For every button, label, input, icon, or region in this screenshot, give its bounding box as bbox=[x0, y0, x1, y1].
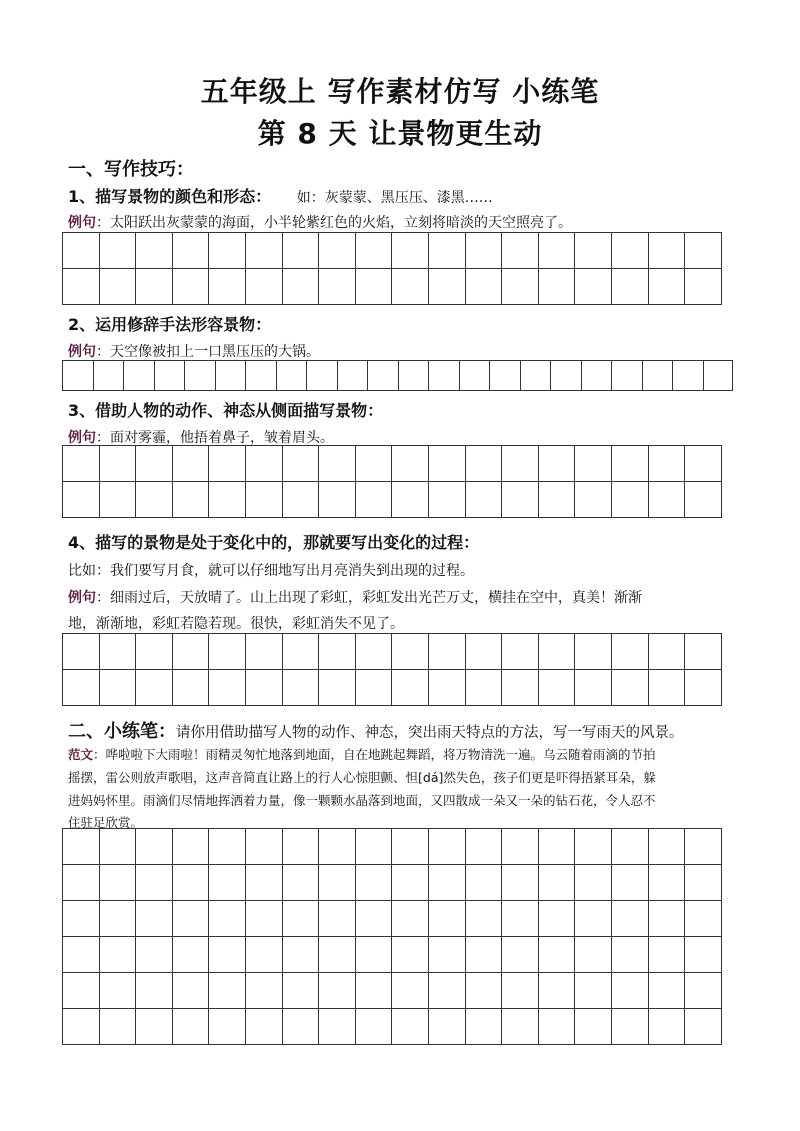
grid-cell[interactable] bbox=[283, 973, 320, 1009]
tip1-hint: 如：灰蒙蒙、黑压压、漆黑…… bbox=[296, 190, 493, 206]
grid-cell[interactable] bbox=[173, 269, 210, 305]
grid-cell[interactable] bbox=[63, 233, 100, 269]
grid-cell[interactable] bbox=[63, 482, 100, 518]
grid-cell[interactable] bbox=[649, 446, 686, 482]
grid-cell[interactable] bbox=[649, 865, 686, 901]
grid-cell[interactable] bbox=[63, 634, 100, 670]
grid-cell[interactable] bbox=[429, 901, 466, 937]
grid-cell[interactable] bbox=[283, 901, 320, 937]
grid-cell[interactable] bbox=[392, 829, 429, 865]
grid-cell[interactable] bbox=[100, 446, 137, 482]
grid-cell[interactable] bbox=[246, 446, 283, 482]
grid-cell[interactable] bbox=[100, 829, 137, 865]
grid-cell[interactable] bbox=[136, 829, 173, 865]
grid-cell[interactable] bbox=[319, 634, 356, 670]
grid-cell[interactable] bbox=[502, 937, 539, 973]
grid-cell[interactable] bbox=[575, 634, 612, 670]
grid-cell[interactable] bbox=[490, 361, 521, 391]
grid-cell[interactable] bbox=[649, 973, 686, 1009]
grid-cell[interactable] bbox=[136, 670, 173, 706]
grid-cell[interactable] bbox=[551, 361, 582, 391]
grid-cell[interactable] bbox=[502, 634, 539, 670]
grid-cell[interactable] bbox=[612, 937, 649, 973]
grid-cell[interactable] bbox=[63, 361, 94, 391]
grid-cell[interactable] bbox=[429, 233, 466, 269]
grid-cell[interactable] bbox=[368, 361, 399, 391]
tip1-heading bbox=[68, 184, 493, 207]
grid-cell[interactable] bbox=[246, 670, 283, 706]
grid-cell[interactable] bbox=[173, 446, 210, 482]
grid-cell[interactable] bbox=[612, 670, 649, 706]
grid-cell[interactable] bbox=[63, 1009, 100, 1045]
grid-cell[interactable] bbox=[209, 634, 246, 670]
grid-cell[interactable] bbox=[539, 937, 576, 973]
grid-cell[interactable] bbox=[539, 865, 576, 901]
grid-cell[interactable] bbox=[100, 973, 137, 1009]
grid-cell[interactable] bbox=[136, 973, 173, 1009]
grid-cell[interactable] bbox=[209, 1009, 246, 1045]
grid-cell[interactable] bbox=[649, 1009, 686, 1045]
grid-cell[interactable] bbox=[502, 865, 539, 901]
grid-cell[interactable] bbox=[429, 482, 466, 518]
tip1-heading-text: 1、描写景物的颜色和形态： bbox=[68, 187, 272, 206]
grid-cell[interactable] bbox=[209, 901, 246, 937]
tip2-heading: 2、运用修辞手法形容景物： bbox=[68, 315, 272, 334]
grid-cell[interactable] bbox=[136, 937, 173, 973]
grid-cell[interactable] bbox=[575, 973, 612, 1009]
grid-cell[interactable] bbox=[136, 269, 173, 305]
grid-cell[interactable] bbox=[466, 482, 503, 518]
model-label: 范文 bbox=[68, 747, 94, 762]
grid-cell[interactable] bbox=[575, 446, 612, 482]
section2-prompt: 请你用借助描写人物的动作、神态，突出雨天特点的方法，写一写雨天的风景。 bbox=[176, 725, 684, 741]
grid-cell[interactable] bbox=[429, 973, 466, 1009]
grid-cell[interactable] bbox=[466, 269, 503, 305]
grid-cell[interactable] bbox=[356, 973, 393, 1009]
grid-cell[interactable] bbox=[356, 634, 393, 670]
grid-cell[interactable] bbox=[502, 901, 539, 937]
grid-cell[interactable] bbox=[521, 361, 552, 391]
grid-cell[interactable] bbox=[277, 361, 308, 391]
grid-cell[interactable] bbox=[246, 269, 283, 305]
grid-cell[interactable] bbox=[136, 233, 173, 269]
grid-cell[interactable] bbox=[575, 829, 612, 865]
grid-cell[interactable] bbox=[466, 233, 503, 269]
grid-cell[interactable] bbox=[539, 446, 576, 482]
tip4-example-line2: 地，渐渐地，彩虹若隐若现。很快，彩虹消失不见了。 bbox=[68, 616, 404, 632]
grid-cell[interactable] bbox=[100, 865, 137, 901]
grid-cell[interactable] bbox=[356, 233, 393, 269]
grid-cell[interactable] bbox=[466, 829, 503, 865]
grid-cell[interactable] bbox=[155, 361, 186, 391]
grid-cell[interactable] bbox=[575, 269, 612, 305]
writing-grid-1[interactable] bbox=[62, 232, 722, 305]
grid-cell[interactable] bbox=[466, 446, 503, 482]
writing-grid-4[interactable] bbox=[62, 633, 722, 706]
grid-cell[interactable] bbox=[429, 634, 466, 670]
grid-cell[interactable] bbox=[649, 937, 686, 973]
grid-cell[interactable] bbox=[612, 269, 649, 305]
grid-cell[interactable] bbox=[392, 901, 429, 937]
grid-cell[interactable] bbox=[209, 973, 246, 1009]
grid-cell[interactable] bbox=[338, 361, 369, 391]
grid-cell[interactable] bbox=[246, 233, 283, 269]
grid-cell[interactable] bbox=[575, 233, 612, 269]
grid-cell[interactable] bbox=[283, 233, 320, 269]
grid-cell[interactable] bbox=[63, 446, 100, 482]
grid-cell[interactable] bbox=[246, 361, 277, 391]
grid-cell[interactable] bbox=[283, 1009, 320, 1045]
grid-cell[interactable] bbox=[100, 269, 137, 305]
tip3-example bbox=[68, 427, 334, 447]
grid-cell[interactable] bbox=[429, 269, 466, 305]
grid-cell[interactable] bbox=[685, 901, 722, 937]
grid-cell[interactable] bbox=[94, 361, 125, 391]
grid-cell[interactable] bbox=[612, 865, 649, 901]
section1-heading: 一、写作技巧： bbox=[68, 159, 194, 180]
grid-cell[interactable] bbox=[63, 829, 100, 865]
grid-cell[interactable] bbox=[612, 901, 649, 937]
grid-cell[interactable] bbox=[685, 634, 722, 670]
grid-cell[interactable] bbox=[575, 901, 612, 937]
grid-cell[interactable] bbox=[319, 973, 356, 1009]
grid-cell[interactable] bbox=[685, 1009, 722, 1045]
grid-cell[interactable] bbox=[356, 446, 393, 482]
grid-cell[interactable] bbox=[539, 634, 576, 670]
model-text-1: ：哗啦啦下大雨啦！雨精灵匆忙地落到地面，自在地跳起舞蹈，将万物清洗一遍。乌云随着雨滴的节拍 bbox=[93, 747, 656, 762]
grid-cell[interactable] bbox=[209, 670, 246, 706]
grid-cell[interactable] bbox=[246, 901, 283, 937]
grid-cell[interactable] bbox=[283, 829, 320, 865]
tip3-heading: 3、借助人物的动作、神态从侧面描写景物： bbox=[68, 401, 384, 420]
grid-cell[interactable] bbox=[246, 1009, 283, 1045]
grid-cell[interactable] bbox=[356, 829, 393, 865]
grid-cell[interactable] bbox=[246, 482, 283, 518]
grid-cell[interactable] bbox=[356, 269, 393, 305]
grid-cell[interactable] bbox=[643, 361, 674, 391]
grid-cell[interactable] bbox=[356, 670, 393, 706]
grid-cell[interactable] bbox=[100, 482, 137, 518]
grid-cell[interactable] bbox=[392, 1009, 429, 1045]
tip2-example bbox=[68, 341, 320, 361]
model-line-2: 摇摆，雷公则放声歌唱，这声音简直让路上的行人心惊胆颤、怛[dá]然失色，孩子们更是吓得捂紧耳朵，躲 bbox=[68, 770, 656, 785]
grid-cell[interactable] bbox=[319, 482, 356, 518]
grid-cell[interactable] bbox=[63, 937, 100, 973]
grid-cell[interactable] bbox=[649, 634, 686, 670]
grid-cell[interactable] bbox=[612, 233, 649, 269]
grid-cell[interactable] bbox=[685, 482, 722, 518]
grid-cell[interactable] bbox=[173, 233, 210, 269]
section2-heading: 二、小练笔： bbox=[68, 721, 176, 742]
grid-cell[interactable] bbox=[209, 865, 246, 901]
grid-cell[interactable] bbox=[502, 446, 539, 482]
grid-cell[interactable] bbox=[466, 670, 503, 706]
grid-cell[interactable] bbox=[429, 865, 466, 901]
grid-cell[interactable] bbox=[209, 269, 246, 305]
grid-cell[interactable] bbox=[685, 937, 722, 973]
grid-cell[interactable] bbox=[319, 937, 356, 973]
grid-cell[interactable] bbox=[575, 865, 612, 901]
grid-cell[interactable] bbox=[136, 446, 173, 482]
grid-cell[interactable] bbox=[173, 937, 210, 973]
grid-cell[interactable] bbox=[136, 634, 173, 670]
grid-cell[interactable] bbox=[356, 1009, 393, 1045]
grid-cell[interactable] bbox=[173, 482, 210, 518]
grid-cell[interactable] bbox=[283, 482, 320, 518]
grid-cell[interactable] bbox=[704, 361, 734, 391]
grid-cell[interactable] bbox=[502, 670, 539, 706]
grid-cell[interactable] bbox=[502, 829, 539, 865]
grid-cell[interactable] bbox=[429, 937, 466, 973]
grid-cell[interactable] bbox=[612, 446, 649, 482]
grid-cell[interactable] bbox=[466, 865, 503, 901]
grid-cell[interactable] bbox=[502, 1009, 539, 1045]
grid-cell[interactable] bbox=[319, 233, 356, 269]
grid-cell[interactable] bbox=[539, 901, 576, 937]
grid-cell[interactable] bbox=[136, 1009, 173, 1045]
grid-cell[interactable] bbox=[539, 482, 576, 518]
grid-cell[interactable] bbox=[502, 233, 539, 269]
tip1-example bbox=[68, 212, 572, 232]
grid-cell[interactable] bbox=[429, 361, 460, 391]
grid-cell[interactable] bbox=[356, 482, 393, 518]
grid-cell[interactable] bbox=[246, 973, 283, 1009]
grid-cell[interactable] bbox=[100, 937, 137, 973]
grid-cell[interactable] bbox=[502, 269, 539, 305]
grid-cell[interactable] bbox=[209, 446, 246, 482]
grid-cell[interactable] bbox=[502, 482, 539, 518]
grid-cell[interactable] bbox=[612, 482, 649, 518]
grid-cell[interactable] bbox=[392, 865, 429, 901]
grid-cell[interactable] bbox=[685, 865, 722, 901]
grid-cell[interactable] bbox=[246, 865, 283, 901]
grid-cell[interactable] bbox=[502, 973, 539, 1009]
grid-cell[interactable] bbox=[539, 670, 576, 706]
grid-cell[interactable] bbox=[575, 1009, 612, 1045]
grid-cell[interactable] bbox=[100, 901, 137, 937]
grid-cell[interactable] bbox=[466, 634, 503, 670]
grid-cell[interactable] bbox=[685, 670, 722, 706]
grid-cell[interactable] bbox=[356, 937, 393, 973]
grid-cell[interactable] bbox=[307, 361, 338, 391]
grid-cell[interactable] bbox=[649, 901, 686, 937]
grid-cell[interactable] bbox=[539, 233, 576, 269]
grid-cell[interactable] bbox=[136, 901, 173, 937]
grid-cell[interactable] bbox=[575, 670, 612, 706]
grid-cell[interactable] bbox=[685, 233, 722, 269]
grid-cell[interactable] bbox=[612, 634, 649, 670]
model-line-3: 进妈妈怀里。雨滴们尽情地挥洒着力量，像一颗颗水晶落到地面，又四散成一朵又一朵的钻石花，令人忍不 bbox=[68, 793, 656, 808]
tip1-example-label: 例句 bbox=[68, 215, 96, 231]
grid-cell[interactable] bbox=[319, 901, 356, 937]
grid-cell[interactable] bbox=[63, 269, 100, 305]
grid-cell[interactable] bbox=[685, 269, 722, 305]
writing-grid-3[interactable] bbox=[62, 445, 722, 518]
grid-cell[interactable] bbox=[319, 446, 356, 482]
grid-cell[interactable] bbox=[63, 973, 100, 1009]
grid-cell[interactable] bbox=[392, 670, 429, 706]
grid-cell[interactable] bbox=[283, 446, 320, 482]
grid-cell[interactable] bbox=[649, 233, 686, 269]
grid-cell[interactable] bbox=[136, 482, 173, 518]
grid-cell[interactable] bbox=[246, 829, 283, 865]
tip4-heading: 4、描写的景物是处于变化中的，那就要写出变化的过程： bbox=[68, 533, 480, 552]
grid-cell[interactable] bbox=[685, 829, 722, 865]
grid-cell[interactable] bbox=[429, 829, 466, 865]
grid-cell[interactable] bbox=[392, 482, 429, 518]
grid-cell[interactable] bbox=[319, 670, 356, 706]
model-line-4: 住驻足欣赏。 bbox=[68, 815, 144, 830]
grid-cell[interactable] bbox=[209, 937, 246, 973]
section2-heading-line bbox=[68, 717, 684, 743]
tip3-example-text: ：面对雾霾，他捂着鼻子，皱着眉头。 bbox=[96, 430, 334, 446]
grid-cell[interactable] bbox=[466, 901, 503, 937]
grid-cell[interactable] bbox=[649, 670, 686, 706]
grid-cell[interactable] bbox=[466, 937, 503, 973]
grid-cell[interactable] bbox=[319, 269, 356, 305]
grid-cell[interactable] bbox=[582, 361, 613, 391]
grid-cell[interactable] bbox=[685, 973, 722, 1009]
grid-cell[interactable] bbox=[283, 670, 320, 706]
grid-cell[interactable] bbox=[429, 670, 466, 706]
tip4-example-line1 bbox=[68, 587, 642, 607]
grid-cell[interactable] bbox=[649, 269, 686, 305]
grid-cell[interactable] bbox=[173, 1009, 210, 1045]
title-line-2: 第 8 天 让景物更生动 bbox=[257, 117, 543, 150]
grid-cell[interactable] bbox=[612, 973, 649, 1009]
grid-cell[interactable] bbox=[429, 1009, 466, 1045]
tip4-example-label: 例句 bbox=[68, 590, 96, 606]
grid-cell[interactable] bbox=[209, 829, 246, 865]
grid-cell[interactable] bbox=[173, 865, 210, 901]
grid-cell[interactable] bbox=[283, 865, 320, 901]
grid-cell[interactable] bbox=[612, 1009, 649, 1045]
grid-cell[interactable] bbox=[539, 1009, 576, 1045]
title-line-1: 五年级上 写作素材仿写 小练笔 bbox=[200, 75, 600, 108]
grid-cell[interactable] bbox=[173, 634, 210, 670]
tip2-example-label: 例句 bbox=[68, 344, 96, 360]
grid-cell[interactable] bbox=[356, 901, 393, 937]
grid-cell[interactable] bbox=[539, 973, 576, 1009]
grid-cell[interactable] bbox=[460, 361, 491, 391]
grid-cell[interactable] bbox=[100, 634, 137, 670]
grid-cell[interactable] bbox=[63, 901, 100, 937]
grid-cell[interactable] bbox=[356, 865, 393, 901]
grid-cell[interactable] bbox=[392, 269, 429, 305]
grid-cell[interactable] bbox=[612, 361, 643, 391]
grid-cell[interactable] bbox=[283, 937, 320, 973]
tip1-example-text: ：太阳跃出灰蒙蒙的海面，小半轮紫红色的火焰，立刻将暗淡的天空照亮了。 bbox=[96, 215, 572, 231]
grid-cell[interactable] bbox=[539, 269, 576, 305]
grid-cell[interactable] bbox=[100, 233, 137, 269]
grid-cell[interactable] bbox=[173, 973, 210, 1009]
grid-cell[interactable] bbox=[392, 446, 429, 482]
grid-cell[interactable] bbox=[100, 1009, 137, 1045]
grid-cell[interactable] bbox=[216, 361, 247, 391]
grid-cell[interactable] bbox=[283, 634, 320, 670]
grid-cell[interactable] bbox=[575, 937, 612, 973]
grid-cell[interactable] bbox=[100, 670, 137, 706]
tip4-example-text-1: ：细雨过后，天放晴了。山上出现了彩虹，彩虹发出光芒万丈，横挂在空中，真美！渐渐 bbox=[96, 590, 642, 606]
grid-cell[interactable] bbox=[429, 446, 466, 482]
grid-cell[interactable] bbox=[575, 482, 612, 518]
grid-cell[interactable] bbox=[136, 865, 173, 901]
tip4-compare: 比如：我们要写月食，就可以仔细地写出月亮消失到出现的过程。 bbox=[68, 563, 474, 579]
model-line-1 bbox=[68, 745, 656, 763]
grid-cell[interactable] bbox=[539, 829, 576, 865]
grid-cell[interactable] bbox=[685, 446, 722, 482]
grid-cell[interactable] bbox=[673, 361, 704, 391]
grid-cell[interactable] bbox=[319, 865, 356, 901]
grid-cell[interactable] bbox=[466, 973, 503, 1009]
grid-cell[interactable] bbox=[173, 901, 210, 937]
writing-grid-5[interactable] bbox=[62, 828, 722, 1045]
grid-cell[interactable] bbox=[649, 829, 686, 865]
grid-cell[interactable] bbox=[173, 670, 210, 706]
grid-cell[interactable] bbox=[392, 937, 429, 973]
grid-cell[interactable] bbox=[246, 937, 283, 973]
grid-cell[interactable] bbox=[209, 482, 246, 518]
grid-cell[interactable] bbox=[185, 361, 216, 391]
grid-cell[interactable] bbox=[63, 865, 100, 901]
grid-cell[interactable] bbox=[466, 1009, 503, 1045]
grid-cell[interactable] bbox=[392, 973, 429, 1009]
grid-cell[interactable] bbox=[392, 233, 429, 269]
grid-cell[interactable] bbox=[319, 1009, 356, 1045]
grid-cell[interactable] bbox=[209, 233, 246, 269]
grid-cell[interactable] bbox=[173, 829, 210, 865]
grid-cell[interactable] bbox=[392, 634, 429, 670]
grid-cell[interactable] bbox=[319, 829, 356, 865]
tip2-example-text: ：天空像被扣上一口黑压压的大锅。 bbox=[96, 344, 320, 360]
writing-grid-2[interactable] bbox=[62, 360, 733, 391]
grid-cell[interactable] bbox=[63, 670, 100, 706]
grid-cell[interactable] bbox=[649, 482, 686, 518]
grid-cell[interactable] bbox=[399, 361, 430, 391]
grid-cell[interactable] bbox=[612, 829, 649, 865]
grid-cell[interactable] bbox=[246, 634, 283, 670]
tip3-example-label: 例句 bbox=[68, 430, 96, 446]
grid-cell[interactable] bbox=[124, 361, 155, 391]
grid-cell[interactable] bbox=[283, 269, 320, 305]
